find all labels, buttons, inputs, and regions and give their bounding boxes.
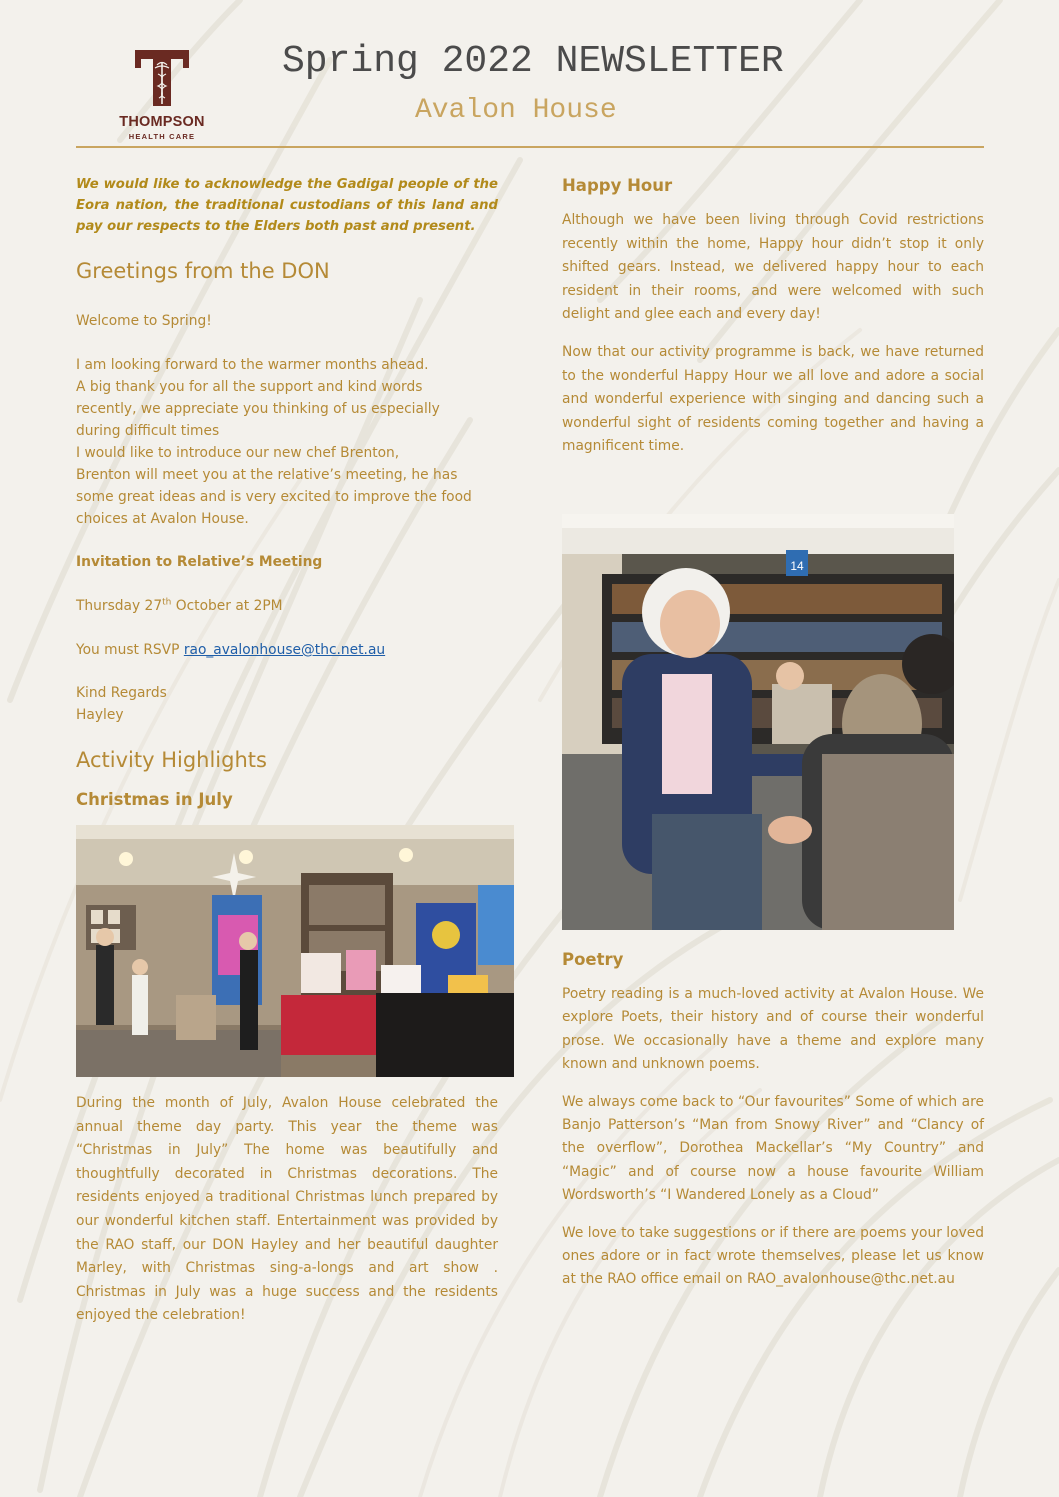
greetings-welcome: Welcome to Spring! xyxy=(76,313,212,329)
greetings-line: I am looking forward to the warmer months ahead. xyxy=(76,357,429,373)
logo-name: THOMPSON xyxy=(119,114,205,130)
happy-hour-paragraph-2: Now that our activity programme is back, we have returned to the wonderful Happy Hour we all love and adore a social and wonderful experience with singing and dancing such a wonderful sight of residents coming together and having a magnificent time. xyxy=(562,343,984,455)
poetry-heading: Poetry xyxy=(562,949,624,969)
kind-regards: Kind Regards xyxy=(76,685,167,701)
happy-hour-dancing-photo xyxy=(562,514,954,930)
right-column xyxy=(562,176,984,1292)
poetry-paragraph-3: We love to take suggestions or if there are poems your loved ones adore or in fact wrote themselves, please let us know at the RAO office email on RAO_avalonhouse@thc.net.au xyxy=(562,1224,984,1288)
header-divider xyxy=(76,146,984,148)
greetings-line: choices at Avalon House. xyxy=(76,511,249,527)
acknowledgement-of-country: We would like to acknowledge the Gadigal people of the Eora nation, the traditional custodians of this land and pay our respects to the Elders both past and present. xyxy=(76,177,498,234)
christmas-in-july-heading: Christmas in July xyxy=(76,790,233,809)
caduceus-t-icon xyxy=(133,48,191,108)
signature: Hayley xyxy=(76,707,124,723)
poetry-paragraph-2: We always come back to “Our favourites” Some of which are Banjo Patterson’s “Man from Snowy River” and “Clancy of the overflow”, Dorothea Mackellar’s “My Country” and “Magic” and of course now a house favourite William Wordsworth’s “I Wandered Lonely as a Cloud” xyxy=(562,1093,984,1204)
happy-hour-heading: Happy Hour xyxy=(562,176,673,195)
greetings-line: during difficult times xyxy=(76,423,220,439)
greetings-line: recently, we appreciate you thinking of us especially xyxy=(76,401,440,417)
poetry-paragraph-1: Poetry reading is a much-loved activity at Avalon House. We explore Poets, their history and of course their wonderful prose. We occasionally have a theme and explore many known and unknown poems. xyxy=(562,985,984,1073)
thompson-health-care-logo xyxy=(112,48,212,144)
logo-subtitle: HEALTH CARE xyxy=(128,132,196,141)
greetings-line: Brenton will meet you at the relative’s meeting, he has xyxy=(76,467,458,483)
rsvp-email-link[interactable]: rao_avalonhouse@thc.net.au xyxy=(183,642,386,658)
left-column xyxy=(76,174,498,1328)
christmas-in-july-text: During the month of July, Avalon House celebrated the annual theme day party. This year the theme was “Christmas in July” The home was beautifully and thoughtfully decorated in Christmas decorations. The residents enjoyed a traditional Christmas lunch prepared by our wonderful kitchen staff. Entertainment was provided by the RAO staff, our DON Hayley and her beautiful daughter Marley, with Christmas sing-a-longs and art show . Christmas in July was a huge success and the residents enjoyed the celebration! xyxy=(76,1095,498,1324)
activity-highlights-heading: Activity Highlights xyxy=(76,748,267,772)
rsvp-line: You must RSVP rao_avalonhouse@thc.net.au xyxy=(76,642,386,658)
greetings-heading: Greetings from the DON xyxy=(76,259,330,283)
greetings-message xyxy=(76,354,498,530)
meeting-date: Thursday 27th October at 2PM xyxy=(76,597,283,614)
greetings-line: I would like to introduce our new chef Brenton, xyxy=(76,445,400,461)
newsletter-title: Spring 2022 NEWSLETTER xyxy=(282,40,784,83)
shelf-number-sign: 14 xyxy=(790,558,804,573)
greetings-line: some great ideas and is very excited to improve the food xyxy=(76,489,472,505)
invitation-heading: Invitation to Relative’s Meeting xyxy=(76,554,323,570)
newsletter-subtitle: Avalon House xyxy=(415,95,617,126)
happy-hour-paragraph-1: Although we have been living through Covid restrictions recently within the home, Happy hour didn’t stop it only shifted gears. Instead, we delivered happy hour to each resident in their rooms, and were welcomed with such delight and glee each and every day! xyxy=(562,212,984,323)
greetings-line: A big thank you for all the support and kind words xyxy=(76,379,423,395)
christmas-in-july-photo xyxy=(76,825,514,1077)
